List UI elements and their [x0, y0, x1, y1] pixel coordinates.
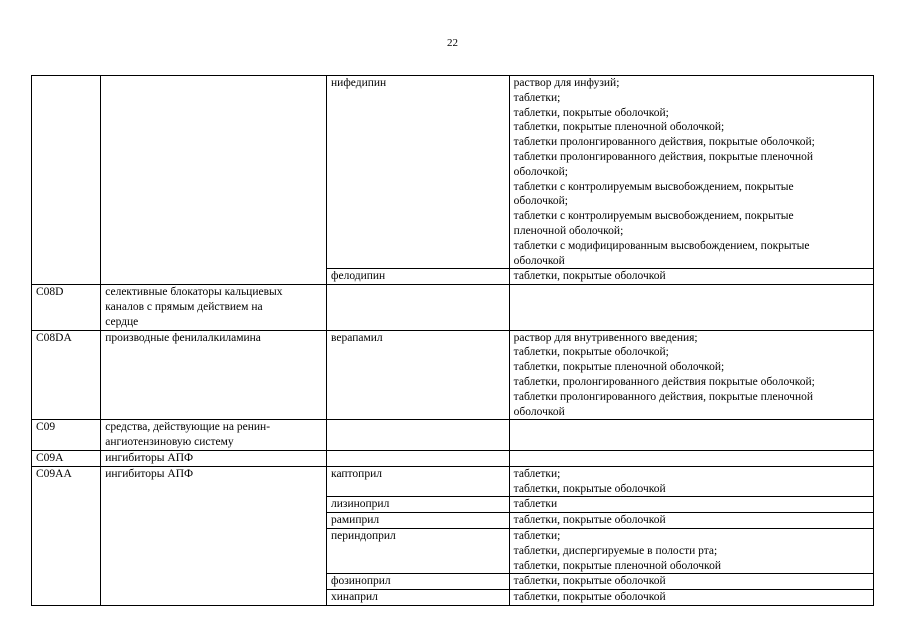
page-number: 22	[447, 37, 458, 49]
group-line: каналов с прямым действием на	[105, 300, 263, 313]
dosage-forms-cell	[509, 450, 873, 466]
dosage-form-line: оболочкой	[513, 405, 565, 418]
dosage-forms-cell	[509, 420, 873, 451]
table-row	[32, 450, 874, 466]
dosage-form-line: оболочкой	[513, 254, 565, 267]
drug-name-cell: каптоприл	[327, 466, 510, 497]
dosage-form-line: таблетки пролонгированного действия, покрытые пленочной	[513, 390, 814, 403]
group-cell	[101, 330, 327, 420]
atc-code-cell: C09A	[32, 450, 101, 466]
table-row	[32, 330, 874, 420]
dosage-form-line: таблетки, покрытые оболочкой	[513, 514, 666, 527]
atc-code-cell: C09	[32, 420, 101, 451]
group-cell	[101, 420, 327, 451]
atc-code-cell: C08D	[32, 285, 101, 330]
drug-name-cell: хинаприл	[327, 590, 510, 606]
dosage-forms-cell	[509, 330, 873, 420]
dosage-form-line: таблетки	[513, 498, 558, 511]
drug-name-cell: верапамил	[327, 330, 510, 420]
table-row	[32, 466, 874, 497]
drug-name-cell: фозиноприл	[327, 574, 510, 590]
dosage-form-line: таблетки с контролируемым высвобождением, покрытые	[513, 180, 794, 193]
dosage-forms-cell	[509, 76, 873, 269]
table-row	[32, 420, 874, 451]
group-line: ингибиторы АПФ	[105, 467, 194, 480]
dosage-forms-cell	[509, 590, 873, 606]
drug-name-cell: рамиприл	[327, 513, 510, 529]
dosage-form-line: таблетки пролонгированного действия, покрытые оболочкой;	[513, 136, 815, 149]
dosage-form-line: таблетки, покрытые оболочкой	[513, 270, 666, 283]
dosage-form-line: таблетки, покрытые оболочкой	[513, 482, 666, 495]
group-line: ингибиторы АПФ	[105, 451, 194, 464]
drug-name-cell: нифедипин	[327, 76, 510, 269]
dosage-form-line: таблетки пролонгированного действия, покрытые пленочной	[513, 150, 814, 163]
dosage-form-line: таблетки с модифицированным высвобождением, покрытые	[513, 239, 810, 252]
group-line: средства, действующие на ренин-	[105, 421, 271, 434]
dosage-forms-cell	[509, 574, 873, 590]
dosage-form-line: таблетки с контролируемым высвобождением, покрытые	[513, 210, 794, 223]
group-cell	[101, 76, 327, 285]
drug-name-cell	[327, 450, 510, 466]
dosage-forms-cell	[509, 269, 873, 285]
dosage-forms-cell	[509, 285, 873, 330]
dosage-form-line: раствор для инфузий;	[513, 77, 620, 89]
dosage-form-line: таблетки, покрытые пленочной оболочкой;	[513, 361, 725, 374]
dosage-form-line: таблетки, покрытые пленочной оболочкой	[513, 559, 721, 572]
group-line: сердце	[105, 315, 139, 328]
dosage-form-line: таблетки, покрытые оболочкой	[513, 591, 666, 604]
dosage-form-line: таблетки, покрытые оболочкой;	[513, 346, 669, 359]
group-cell	[101, 285, 327, 330]
group-line: селективные блокаторы кальциевых	[105, 286, 283, 299]
group-cell	[101, 466, 327, 605]
drug-name-cell	[327, 420, 510, 451]
table-row	[32, 285, 874, 330]
drug-table	[31, 75, 874, 606]
drug-name-cell	[327, 285, 510, 330]
dosage-form-line: раствор для внутривенного введения;	[513, 331, 698, 344]
dosage-forms-cell	[509, 513, 873, 529]
dosage-forms-cell	[509, 528, 873, 573]
drug-name-cell: периндоприл	[327, 528, 510, 573]
dosage-forms-cell	[509, 466, 873, 497]
dosage-form-line: таблетки, покрытые оболочкой;	[513, 106, 669, 119]
group-line: производные фенилалкиламина	[105, 331, 261, 344]
dosage-form-line: таблетки;	[513, 91, 561, 104]
dosage-form-line: таблетки, диспергируемые в полости рта;	[513, 544, 718, 557]
dosage-form-line: таблетки, покрытые оболочкой	[513, 575, 666, 588]
atc-code-cell: C08DA	[32, 330, 101, 420]
group-cell	[101, 450, 327, 466]
group-line: ангиотензиновую систему	[105, 436, 234, 449]
dosage-form-line: пленочной оболочкой;	[513, 224, 624, 237]
atc-code-cell: C09AA	[32, 466, 101, 605]
drug-name-cell: лизиноприл	[327, 497, 510, 513]
dosage-form-line: таблетки, пролонгированного действия покрытые оболочкой;	[513, 375, 815, 388]
atc-code-cell	[32, 76, 101, 285]
dosage-form-line: таблетки, покрытые пленочной оболочкой;	[513, 121, 725, 134]
table-row	[32, 76, 874, 269]
dosage-form-line: таблетки;	[513, 529, 561, 542]
dosage-forms-cell	[509, 497, 873, 513]
drug-name-cell: фелодипин	[327, 269, 510, 285]
dosage-form-line: таблетки;	[513, 467, 561, 480]
dosage-form-line: оболочкой;	[513, 165, 568, 178]
dosage-form-line: оболочкой;	[513, 195, 568, 208]
